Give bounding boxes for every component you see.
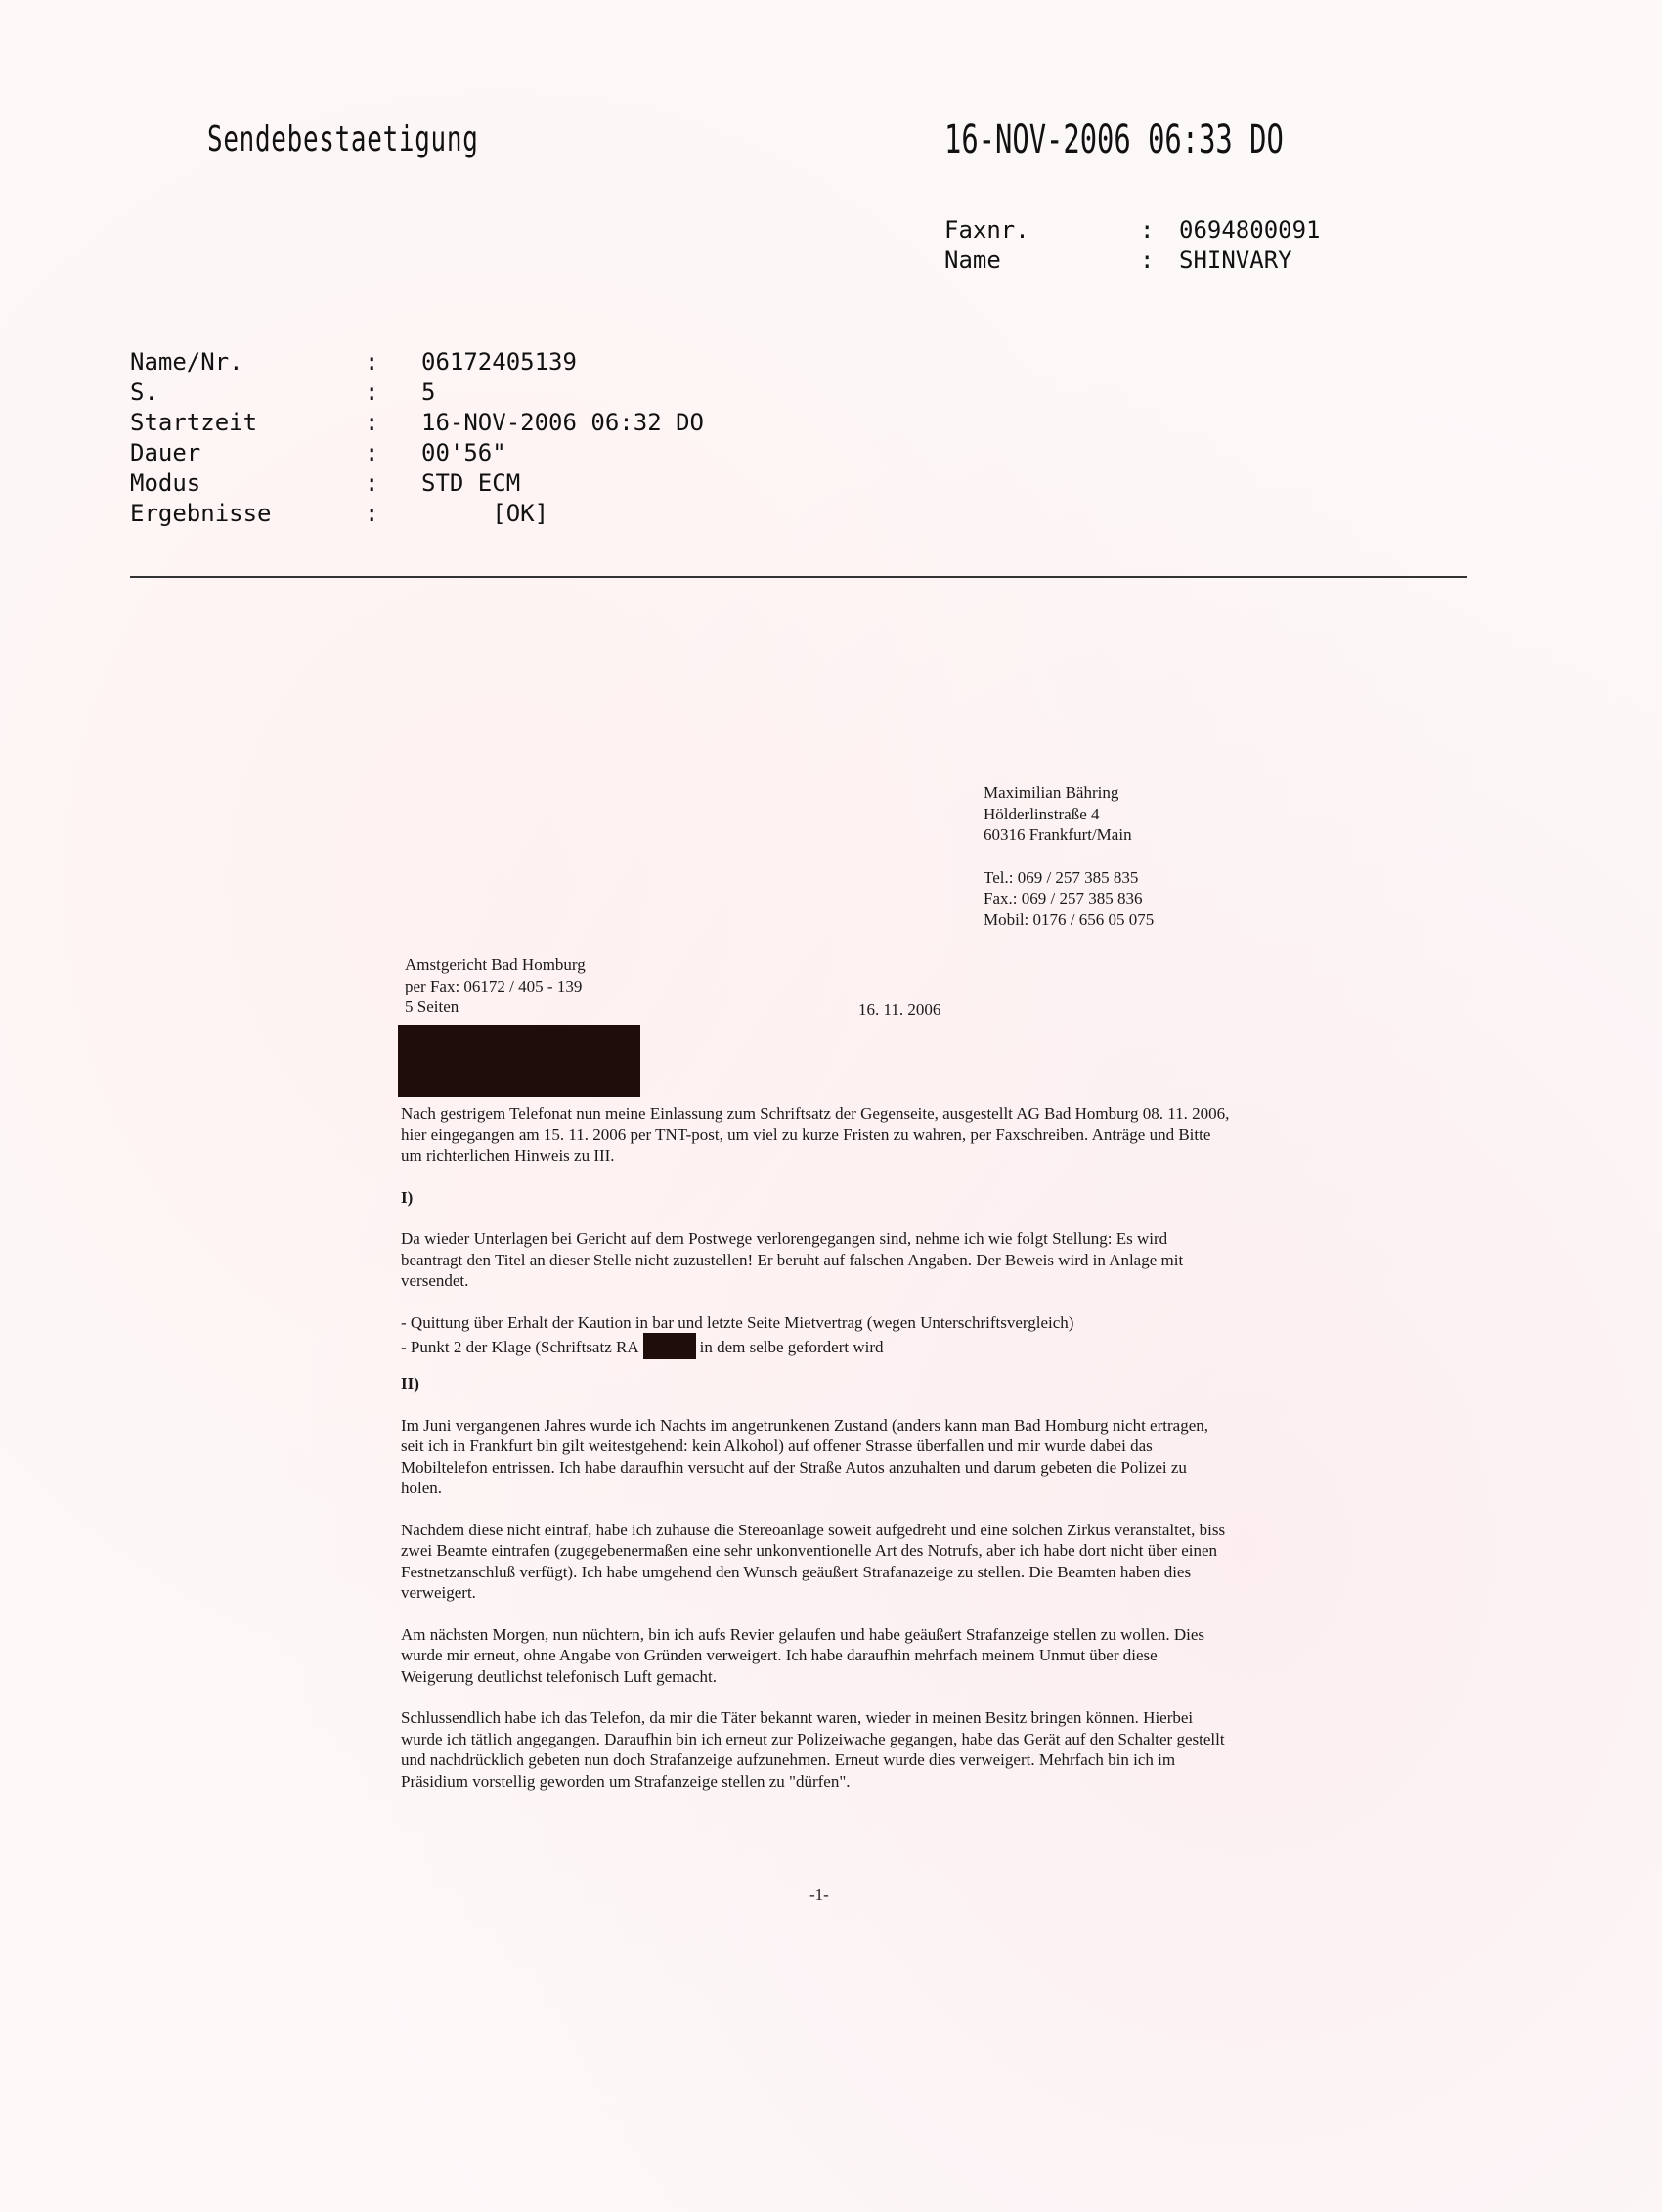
evidence-item-1: - Quittung über Erhalt der Kaution in bar und letzte Seite Mietvertrag (wegen Unterschriftsvergleich) [401,1312,1074,1332]
sender-street: Hölderlinstraße 4 [984,804,1100,823]
section-1-paragraph: Da wieder Unterlagen bei Gericht auf dem Postwege verlorengegangen sind, nehme ich wie folgt Stellung: Es wird beantragt den Titel an dieser Stelle nicht zuzustellen! Er beruht auf falschen Angaben. Der Beweis wird in Anlage mit versendet. [401,1229,1184,1290]
spacer [401,1359,1230,1373]
spacer [401,1292,1230,1312]
field-colon: : [365,348,379,376]
spacer [401,1499,1230,1520]
evidence-item-2 [401,1333,1230,1359]
spacer [401,1208,1230,1228]
recipient-page-count: 5 Seiten [405,997,459,1016]
intro-paragraph: Nach gestrigem Telefonat nun meine Einlassung zum Schriftsatz der Gegenseite, ausgestellt AG Bad Homburg 08. 11. 2006, hier eingegangen am 15. 11. 2006 per TNT-post, um viel zu kurze Fristen zu wahren, per Faxschreiben. Anträge und Bitte um richterlichen Hinweis zu III. [401,1104,1230,1165]
section-heading-1: I) [401,1187,414,1207]
field-label: Ergebnisse [130,500,272,527]
field-value: 5 [421,378,436,406]
spacer [401,1687,1230,1707]
recipient-address [405,954,718,1018]
fax-sender-row-name [944,245,1355,276]
field-label: Name/Nr. [130,348,243,376]
header-separator-line [130,576,1467,578]
fax-report-row-result [130,499,814,529]
recipient-court: Amstgericht Bad Homburg [405,955,586,974]
fax-datetime: 16-NOV-2006 06:33 DO [944,117,1284,162]
field-label: Modus [130,469,201,497]
letter-body [401,1103,1230,1792]
field-value: 06172405139 [421,348,577,376]
fax-sender-row-faxnr [944,215,1355,245]
field-colon: : [1140,216,1155,243]
field-label: S. [130,378,158,406]
fax-report-row-duration [130,438,814,468]
fax-title: Sendebestaetigung [207,119,479,159]
sender-city: 60316 Frankfurt/Main [984,825,1132,844]
redaction-box [398,1025,640,1097]
spacer [401,1167,1230,1187]
field-colon: : [365,439,379,466]
field-colon: : [1140,246,1155,274]
field-label: Name [944,246,1001,274]
field-value: STD ECM [421,469,521,497]
sender-phone: Tel.: 069 / 257 385 835 [984,867,1139,887]
field-colon: : [365,378,379,406]
spacer [401,1394,1230,1415]
fax-report-row-starttime [130,408,814,438]
section-2-paragraph-2: Nachdem diese nicht eintraf, habe ich zuhause die Stereoanlage soweit aufgedreht und eine solchen Zirkus veranstaltet, biss zwei Beamte eintrafen (zugegebenermaßen eine sehr unkonventionelle Art des Notrufs, aber ich habe dort nicht über einen Festnetzanschluß verfügt). Ich habe umgehend den Wunsch geäußert Strafanazeige zu stellen. Die Beamten haben dies verweigert. [401,1520,1226,1602]
field-value: SHINVARY [1179,246,1292,274]
letter-date: 16. 11. 2006 [858,1000,941,1019]
field-value: 16-NOV-2006 06:32 DO [421,409,704,436]
evidence-item-2-start: - Punkt 2 der Klage (Schriftsatz RA [401,1338,639,1356]
sender-name: Maximilian Bähring [984,783,1119,802]
sender-mobile: Mobil: 0176 / 656 05 075 [984,909,1155,929]
spacer [984,846,1238,867]
sender-fax: Fax.: 069 / 257 385 836 [984,889,1143,907]
field-label: Startzeit [130,409,258,436]
sender-address [984,782,1238,930]
fax-report [130,347,814,533]
section-heading-2: II) [401,1374,419,1393]
field-colon: : [365,409,379,436]
field-colon: : [365,469,379,497]
section-2-paragraph-3: Am nächsten Morgen, nun nüchtern, bin ich aufs Revier gelaufen und habe geäußert Strafanzeige stellen zu wollen. Dies wurde mir erneut, ohne Angabe von Gründen verweigert. Ich habe daraufhin mehrfach meinem Unmut über diese Weigerung deutlichst telefonisch Luft gemacht. [401,1624,1205,1686]
evidence-item-2-end: in dem selbe gefordert wird [699,1338,884,1356]
page-number: -1- [809,1885,829,1904]
section-2-paragraph-4: Schlussendlich habe ich das Telefon, da mir die Täter bekannt waren, wieder in meinen Besitz bringen können. Hierbei wurde ich tätlich angegangen. Daraufhin bin ich erneut zur Polizeiwache gegangen, habe das Gerät auf den Schalter gestellt und nachdrücklich gebeten nun doch Strafanzeige aufzunehmen. Erneut wurde dies verweigert. Mehrfach bin ich im Präsidium vorstellig geworden um Strafanzeige stellen zu "dürfen". [401,1708,1225,1791]
redaction-inline-box [643,1333,696,1359]
field-value: 00'56" [421,439,506,466]
spacer [401,1604,1230,1624]
field-value: [OK] [421,500,549,527]
fax-report-row-pages [130,377,814,408]
fax-report-row-mode [130,468,814,499]
field-colon: : [365,500,379,527]
field-label: Dauer [130,439,201,466]
fax-report-row-name-nr [130,347,814,377]
recipient-fax: per Fax: 06172 / 405 - 139 [405,976,583,995]
field-label: Faxnr. [944,216,1029,243]
section-2-paragraph-1: Im Juni vergangenen Jahres wurde ich Nachts im angetrunkenen Zustand (anders kann man Bad Homburg nicht ertragen, seit ich in Frankfurt bin gilt weitestgehend: kein Alkohol) auf offener Strasse überfallen und mir wurde dabei das Mobiltelefon entrissen. Ich habe daraufhin versucht auf der Straße Autos anzuhalten und darum gebeten die Polizei zu holen. [401,1415,1208,1497]
field-value: 0694800091 [1179,216,1321,243]
fax-sender-info [944,215,1355,278]
